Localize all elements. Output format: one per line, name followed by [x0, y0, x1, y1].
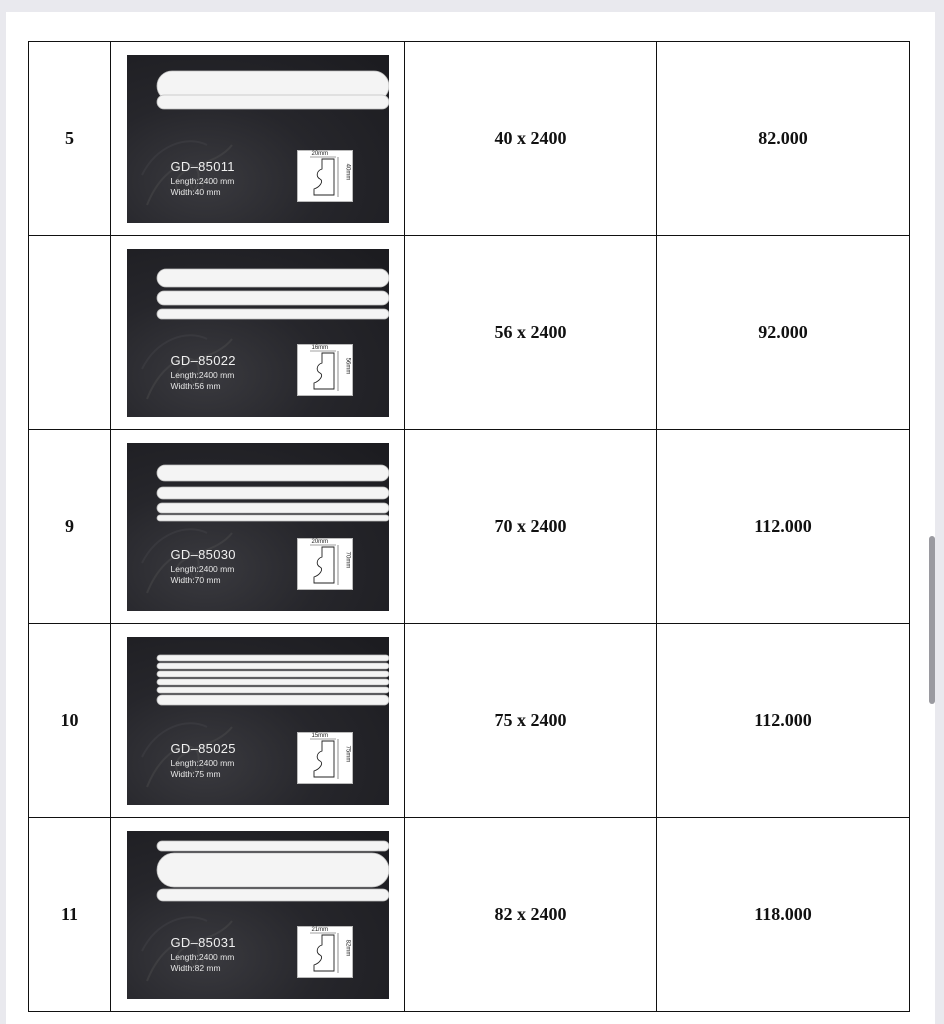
table-row	[29, 430, 910, 624]
row-number: 5	[29, 42, 111, 236]
molding-ridge	[157, 687, 389, 693]
molding-ridge	[157, 663, 389, 669]
product-code: GD–85022	[170, 352, 236, 368]
size-cell: 40 x 2400	[405, 42, 657, 236]
row-number: 9	[29, 430, 111, 624]
profile-side-dimension: 40mm	[344, 163, 351, 180]
product-image-cell	[111, 42, 405, 236]
product-length: Length:2400 mm	[170, 757, 235, 768]
price-cell: 112.000	[657, 624, 910, 818]
product-width: Width:82 mm	[170, 962, 221, 973]
product-image	[127, 249, 389, 417]
profile-top-dimension: 15mm	[311, 732, 329, 739]
table-row	[29, 624, 910, 818]
table-row	[29, 818, 910, 1012]
document-page	[6, 12, 935, 1024]
price-cell: 112.000	[657, 430, 910, 624]
product-length: Length:2400 mm	[170, 951, 235, 962]
product-width: Width:56 mm	[170, 380, 221, 391]
row-number	[29, 236, 111, 430]
product-code: GD–85031	[170, 934, 236, 950]
product-image	[127, 831, 389, 999]
molding-ridge	[157, 95, 389, 109]
molding-ridge	[157, 889, 389, 901]
product-width: Width:40 mm	[170, 186, 221, 197]
molding-strip-icon	[127, 831, 389, 921]
product-width: Width:75 mm	[170, 768, 221, 779]
size-cell: 75 x 2400	[405, 624, 657, 818]
size-cell: 56 x 2400	[405, 236, 657, 430]
profile-diagram	[297, 538, 353, 590]
molding-ridge	[157, 465, 389, 481]
profile-side-dimension: 56mm	[344, 357, 351, 374]
product-image-cell	[111, 236, 405, 430]
product-table	[28, 41, 910, 1012]
product-code: GD–85025	[170, 740, 236, 756]
table-row	[29, 42, 910, 236]
price-cell: 82.000	[657, 42, 910, 236]
vertical-scrollbar[interactable]	[929, 536, 935, 704]
product-image-cell	[111, 624, 405, 818]
molding-strip-icon	[127, 55, 389, 145]
molding-ridge	[157, 841, 389, 851]
molding-strip-icon	[127, 637, 389, 727]
product-code: GD–85011	[170, 158, 235, 174]
profile-top-dimension: 20mm	[311, 538, 329, 545]
profile-side-dimension: 82mm	[344, 939, 351, 956]
molding-ridge	[157, 503, 389, 513]
size-cell: 82 x 2400	[405, 818, 657, 1012]
product-image	[127, 637, 389, 805]
product-image	[127, 443, 389, 611]
product-length: Length:2400 mm	[170, 369, 235, 380]
profile-diagram	[297, 344, 353, 396]
profile-top-dimension: 20mm	[311, 150, 329, 157]
price-cell: 118.000	[657, 818, 910, 1012]
row-number: 11	[29, 818, 111, 1012]
product-image-cell	[111, 430, 405, 624]
product-length: Length:2400 mm	[170, 563, 235, 574]
molding-strip-icon	[127, 249, 389, 339]
molding-ridge	[157, 515, 389, 521]
profile-diagram	[297, 732, 353, 784]
molding-strip-icon	[127, 443, 389, 533]
profile-diagram	[297, 150, 353, 202]
profile-side-dimension: 70mm	[344, 551, 351, 568]
molding-ridge	[157, 679, 389, 685]
size-cell: 70 x 2400	[405, 430, 657, 624]
profile-diagram	[297, 926, 353, 978]
profile-top-dimension: 21mm	[311, 926, 329, 933]
profile-top-dimension: 16mm	[311, 344, 329, 351]
product-image-cell	[111, 818, 405, 1012]
product-code: GD–85030	[170, 546, 236, 562]
product-width: Width:70 mm	[170, 574, 221, 585]
molding-ridge	[157, 487, 389, 499]
profile-side-dimension: 75mm	[344, 745, 351, 762]
molding-ridge	[157, 671, 389, 677]
molding-ridge	[157, 695, 389, 705]
molding-ridge	[157, 309, 389, 319]
product-image	[127, 55, 389, 223]
molding-ridge	[157, 291, 389, 305]
price-cell: 92.000	[657, 236, 910, 430]
molding-ridge	[157, 853, 389, 887]
table-row	[29, 236, 910, 430]
molding-ridge	[157, 269, 389, 287]
product-length: Length:2400 mm	[170, 175, 235, 186]
row-number: 10	[29, 624, 111, 818]
molding-ridge	[157, 655, 389, 661]
